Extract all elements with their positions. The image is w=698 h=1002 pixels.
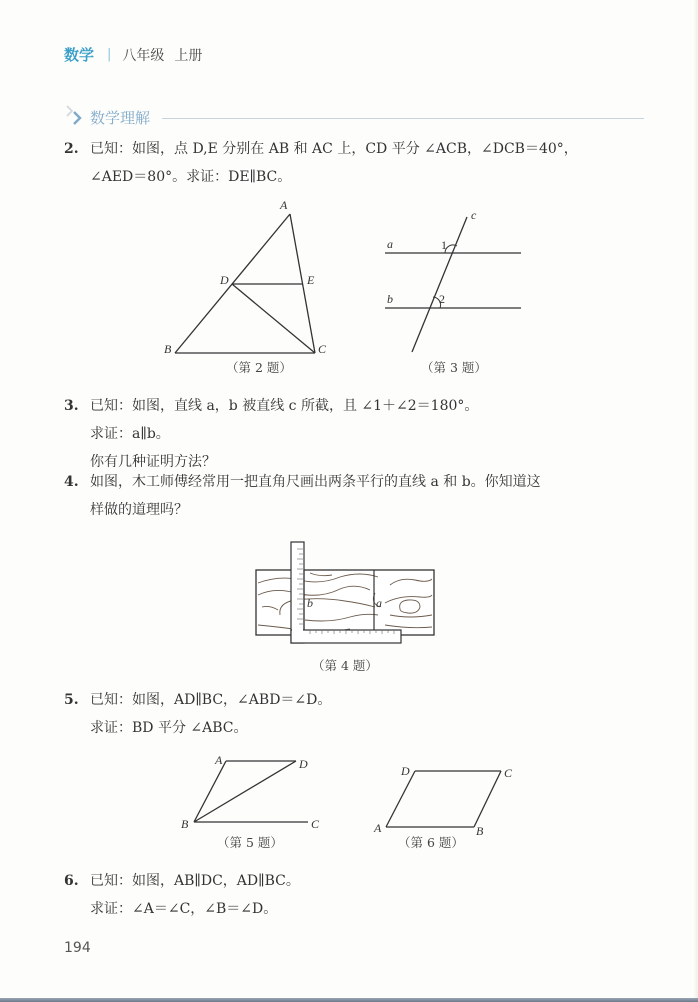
chevron-right-icon <box>64 104 90 130</box>
bottom-border <box>0 998 698 1002</box>
question-text: 求证：BD 平分 ∠ABC。 <box>90 720 248 736</box>
question-text: 已知：如图，AB∥DC，AD∥BC。 <box>90 873 300 889</box>
fig4-label-b: b <box>307 596 313 610</box>
figure-2-caption: （第 2 题） <box>226 360 292 375</box>
volume-label: 上册 <box>174 47 203 64</box>
question-4 <box>64 472 541 520</box>
question-number: 2. <box>64 141 79 157</box>
header-separator: | <box>107 47 112 62</box>
figure-6-parallelogram <box>365 755 525 835</box>
question-6 <box>64 871 300 919</box>
subject-label: 数学 <box>64 46 95 64</box>
fig5-label-C: C <box>311 817 320 830</box>
question-text: 已知：如图，点 D,E 分别在 AB 和 AC 上，CD 平分 ∠ACB，∠DCB＝40°， <box>90 141 578 157</box>
section-divider <box>162 118 644 119</box>
fig5-label-A: A <box>215 753 223 767</box>
question-number: 6. <box>64 873 79 889</box>
question-3 <box>64 396 478 472</box>
figure-5-caption: （第 5 题） <box>217 835 283 850</box>
question-text: 已知：如图，直线 a，b 被直线 c 所截，且 ∠1＋∠2＝180°。 <box>90 398 479 414</box>
fig5-label-D: D <box>299 757 308 771</box>
figure-2-triangle <box>160 195 360 380</box>
fig2-label-D: D <box>220 273 229 287</box>
question-text: 已知：如图，AD∥BC，∠ABD＝∠D。 <box>90 692 332 708</box>
fig6-label-C: C <box>504 766 513 780</box>
figure-3-parallel-lines <box>370 205 540 355</box>
figure-4-caption: （第 4 题） <box>312 658 378 673</box>
fig3-angle-1: 1 <box>441 238 447 252</box>
page-edge <box>694 0 698 998</box>
section-title: 数学理解 <box>90 108 151 127</box>
fig5-label-B: B <box>181 817 189 830</box>
fig3-label-c: c <box>471 208 477 222</box>
question-text: 样做的道理吗？ <box>90 502 188 518</box>
question-text: 求证：a∥b。 <box>90 426 170 442</box>
figure-3-caption: （第 3 题） <box>421 360 487 375</box>
grade-label: 八年级 <box>122 47 165 64</box>
fig3-angle-2: 2 <box>439 292 445 306</box>
question-text: 你有几种证明方法？ <box>90 454 216 470</box>
fig4-label-a: a <box>376 596 382 610</box>
fig2-label-B: B <box>164 342 172 356</box>
figure-5-quadrilateral <box>170 750 340 830</box>
fig2-label-E: E <box>307 273 315 287</box>
fig2-label-C: C <box>318 342 327 356</box>
figure-4-carpenter-square <box>250 535 440 655</box>
question-text: 求证：∠A＝∠C，∠B＝∠D。 <box>90 901 278 917</box>
fig6-label-B: B <box>476 824 484 835</box>
question-number: 4. <box>64 474 79 490</box>
question-2 <box>64 139 578 187</box>
fig3-label-b: b <box>387 292 393 306</box>
fig3-label-a: a <box>387 237 393 251</box>
question-text: ∠AED＝80°。求证：DE∥BC。 <box>90 169 292 185</box>
fig2-label-A: A <box>280 198 288 212</box>
question-5 <box>64 690 331 738</box>
page-header <box>64 44 202 65</box>
question-number: 5. <box>64 692 79 708</box>
question-text: 如图，木工师傅经常用一把直角尺画出两条平行的直线 a 和 b。你知道这 <box>90 474 541 490</box>
section-heading <box>64 104 644 130</box>
figure-6-caption: （第 6 题） <box>398 835 464 850</box>
page-number: 194 <box>64 940 91 956</box>
question-number: 3. <box>64 398 79 414</box>
fig6-label-A: A <box>374 821 382 835</box>
fig6-label-D: D <box>401 764 410 778</box>
